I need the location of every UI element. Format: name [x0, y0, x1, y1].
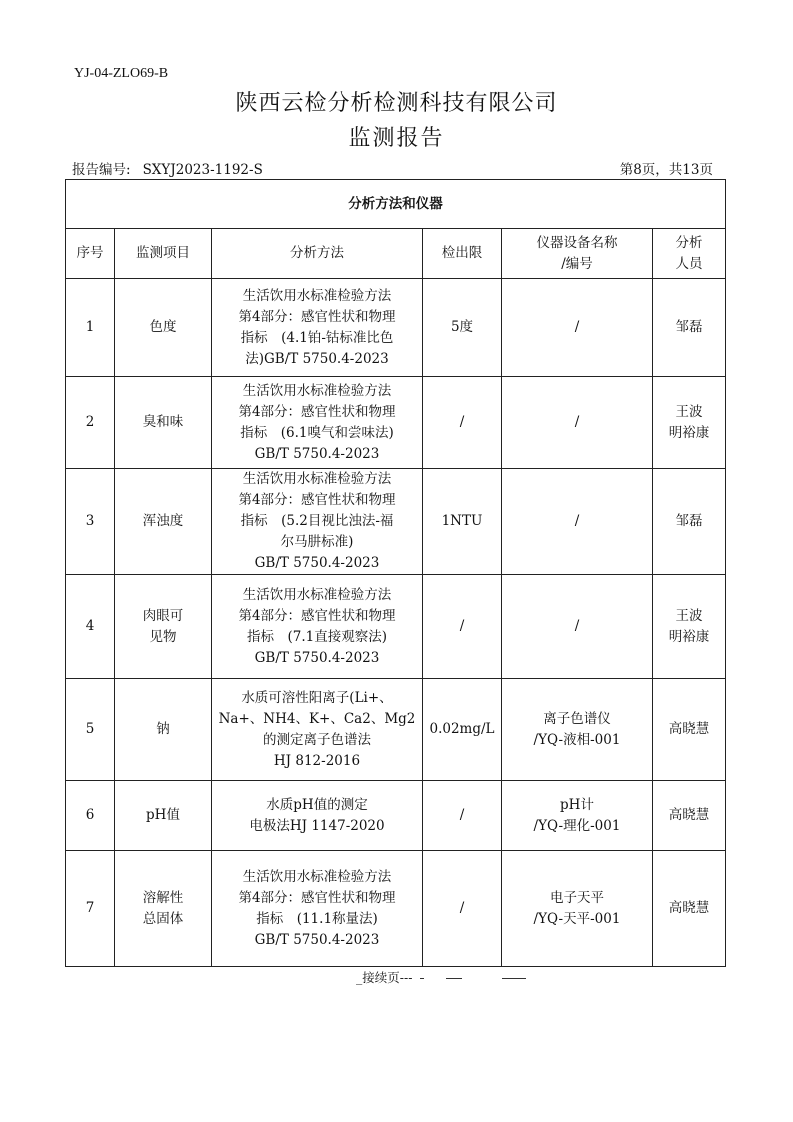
- cell-seq: 7: [66, 851, 115, 967]
- continue-page-footer: [356, 968, 526, 986]
- analyst-line: 明裕康: [668, 424, 710, 441]
- method-line: 指标 (6.1嗅气和尝味法): [240, 424, 394, 441]
- cell-item: [115, 377, 212, 469]
- item-line: 钠: [156, 721, 170, 737]
- method-line: 第4部分：感官性状和物理: [238, 403, 396, 420]
- cell-instrument: [502, 279, 653, 377]
- cell-item: [115, 851, 212, 967]
- document-code: YJ-04-ZLO69-B: [74, 66, 169, 81]
- company-name: 陕西云检分析检测科技有限公司: [235, 91, 558, 116]
- method-line: 的测定离子色谱法: [263, 731, 371, 748]
- cell-item: [115, 781, 212, 851]
- item-line: 肉眼可: [142, 607, 184, 624]
- cell-instrument: [502, 575, 653, 679]
- item-line: 见物: [149, 628, 177, 645]
- header-seq: 序号: [66, 229, 115, 279]
- table-row: [66, 469, 726, 575]
- cell-method: [212, 851, 423, 967]
- table-row: [66, 781, 726, 851]
- header-instrument-line: /编号: [561, 255, 593, 272]
- item-line: 总固体: [142, 910, 184, 927]
- cell-method: [212, 679, 423, 781]
- method-line: 指标 (5.2目视比浊法-福: [240, 513, 394, 529]
- instrument-line: /: [574, 513, 580, 529]
- analyst-line: 王波: [675, 403, 703, 420]
- method-line: 指标 (4.1铂-钴标准比色: [240, 329, 394, 346]
- method-line: 电极法HJ 1147-2020: [249, 817, 385, 834]
- method-line: 第4部分：感官性状和物理: [238, 492, 396, 508]
- table-row: [66, 279, 726, 377]
- header-method: 分析方法: [212, 229, 423, 279]
- cell-item: [115, 575, 212, 679]
- method-line: 第4部分：感官性状和物理: [238, 308, 396, 325]
- table-row: [66, 575, 726, 679]
- header-analyst: [653, 229, 726, 279]
- cell-method: [212, 279, 423, 377]
- instrument-line: /: [574, 319, 580, 335]
- report-number-label: 报告编号:: [72, 162, 131, 178]
- cell-method: [212, 575, 423, 679]
- cell-method: [212, 377, 423, 469]
- item-line: pH值: [146, 807, 180, 823]
- cell-method: [212, 781, 423, 851]
- analyst-line: 邹磊: [675, 513, 703, 529]
- method-line: GB/T 5750.4-2023: [254, 931, 380, 948]
- instrument-line: /: [574, 414, 580, 430]
- cell-limit: /: [423, 781, 502, 851]
- section-title-row: [66, 180, 726, 229]
- instrument-line: 电子天平: [550, 889, 604, 906]
- analyst-line: 高晓慧: [668, 900, 710, 916]
- method-line: GB/T 5750.4-2023: [254, 555, 380, 571]
- cell-seq: 1: [66, 279, 115, 377]
- method-line: 尔马肼标准): [280, 534, 354, 550]
- method-line: Na+、NH4、K+、Ca2、Mg2: [218, 710, 416, 727]
- method-line: 水质pH值的测定: [266, 796, 368, 813]
- cell-analyst: [653, 279, 726, 377]
- analyst-line: 高晓慧: [668, 721, 710, 737]
- item-line: 色度: [149, 319, 177, 335]
- item-line: 溶解性: [142, 889, 184, 906]
- header-limit: 检出限: [423, 229, 502, 279]
- cell-analyst: [653, 377, 726, 469]
- instrument-line: /YQ-液相-001: [533, 731, 621, 748]
- cell-limit: 5度: [423, 279, 502, 377]
- cell-limit: 1NTU: [423, 469, 502, 575]
- analyst-line: 邹磊: [675, 319, 703, 335]
- cell-seq: 4: [66, 575, 115, 679]
- section-title: 分析方法和仪器: [66, 180, 726, 229]
- cell-analyst: [653, 679, 726, 781]
- cell-limit: 0.02mg/L: [423, 679, 502, 781]
- cell-analyst: [653, 851, 726, 967]
- method-line: 生活饮用水标准检验方法: [242, 287, 392, 304]
- footer-dash: [420, 978, 424, 979]
- instrument-line: pH计: [560, 796, 594, 813]
- cell-item: [115, 279, 212, 377]
- header-instrument-line: 仪器设备名称: [536, 234, 618, 251]
- method-line: 第4部分：感官性状和物理: [238, 889, 396, 906]
- method-line: HJ 812-2016: [273, 752, 361, 769]
- cell-analyst: [653, 781, 726, 851]
- method-line: GB/T 5750.4-2023: [254, 445, 380, 462]
- header-instrument: [502, 229, 653, 279]
- cell-analyst: [653, 575, 726, 679]
- method-line: 水质可溶性阳离子(Li+、: [241, 689, 393, 706]
- method-line: 生活饮用水标准检验方法: [242, 471, 392, 487]
- instrument-line: /YQ-天平-001: [533, 910, 621, 927]
- cell-limit: /: [423, 851, 502, 967]
- cell-instrument: [502, 469, 653, 575]
- cell-instrument: [502, 781, 653, 851]
- footer-dash: [502, 978, 526, 979]
- cell-limit: /: [423, 575, 502, 679]
- cell-instrument: [502, 377, 653, 469]
- method-line: 法)GB/T 5750.4-2023: [245, 350, 389, 367]
- cell-method: [212, 469, 423, 575]
- instrument-line: /YQ-理化-001: [533, 817, 621, 834]
- header-analyst-line: 分析: [675, 234, 703, 251]
- cell-seq: 2: [66, 377, 115, 469]
- report-title: 监测报告: [348, 126, 445, 151]
- header-item: 监测项目: [115, 229, 212, 279]
- item-line: 浑浊度: [142, 513, 184, 529]
- report-number: [72, 158, 263, 178]
- report-number-value: SXYJ2023-1192-S: [142, 162, 263, 178]
- method-line: 指标 (11.1称量法): [256, 910, 378, 927]
- cell-instrument: [502, 679, 653, 781]
- header-analyst-line: 人员: [675, 255, 703, 272]
- method-line: 第4部分：感官性状和物理: [238, 607, 396, 624]
- method-line: 生活饮用水标准检验方法: [242, 868, 392, 885]
- table-row: [66, 851, 726, 967]
- cell-seq: 6: [66, 781, 115, 851]
- continue-label: _接续页---: [356, 970, 413, 985]
- table-row: [66, 679, 726, 781]
- cell-analyst: [653, 469, 726, 575]
- cell-seq: 3: [66, 469, 115, 575]
- cell-limit: /: [423, 377, 502, 469]
- analyst-line: 王波: [675, 607, 703, 624]
- cell-instrument: [502, 851, 653, 967]
- cell-item: [115, 679, 212, 781]
- header-row: [66, 229, 726, 279]
- methods-table: [65, 179, 726, 967]
- cell-item: [115, 469, 212, 575]
- cell-seq: 5: [66, 679, 115, 781]
- method-line: 指标 (7.1直接观察法): [246, 628, 387, 645]
- method-line: 生活饮用水标准检验方法: [242, 382, 392, 399]
- item-line: 臭和味: [142, 414, 184, 430]
- method-line: GB/T 5750.4-2023: [254, 649, 380, 666]
- table-row: [66, 377, 726, 469]
- instrument-line: 离子色谱仪: [543, 710, 611, 727]
- analyst-line: 明裕康: [668, 628, 710, 645]
- footer-dash: [446, 978, 462, 979]
- method-line: 生活饮用水标准检验方法: [242, 586, 392, 603]
- analyst-line: 高晓慧: [668, 807, 710, 823]
- page-info: 第8页，共13页: [619, 162, 713, 178]
- instrument-line: /: [574, 618, 580, 634]
